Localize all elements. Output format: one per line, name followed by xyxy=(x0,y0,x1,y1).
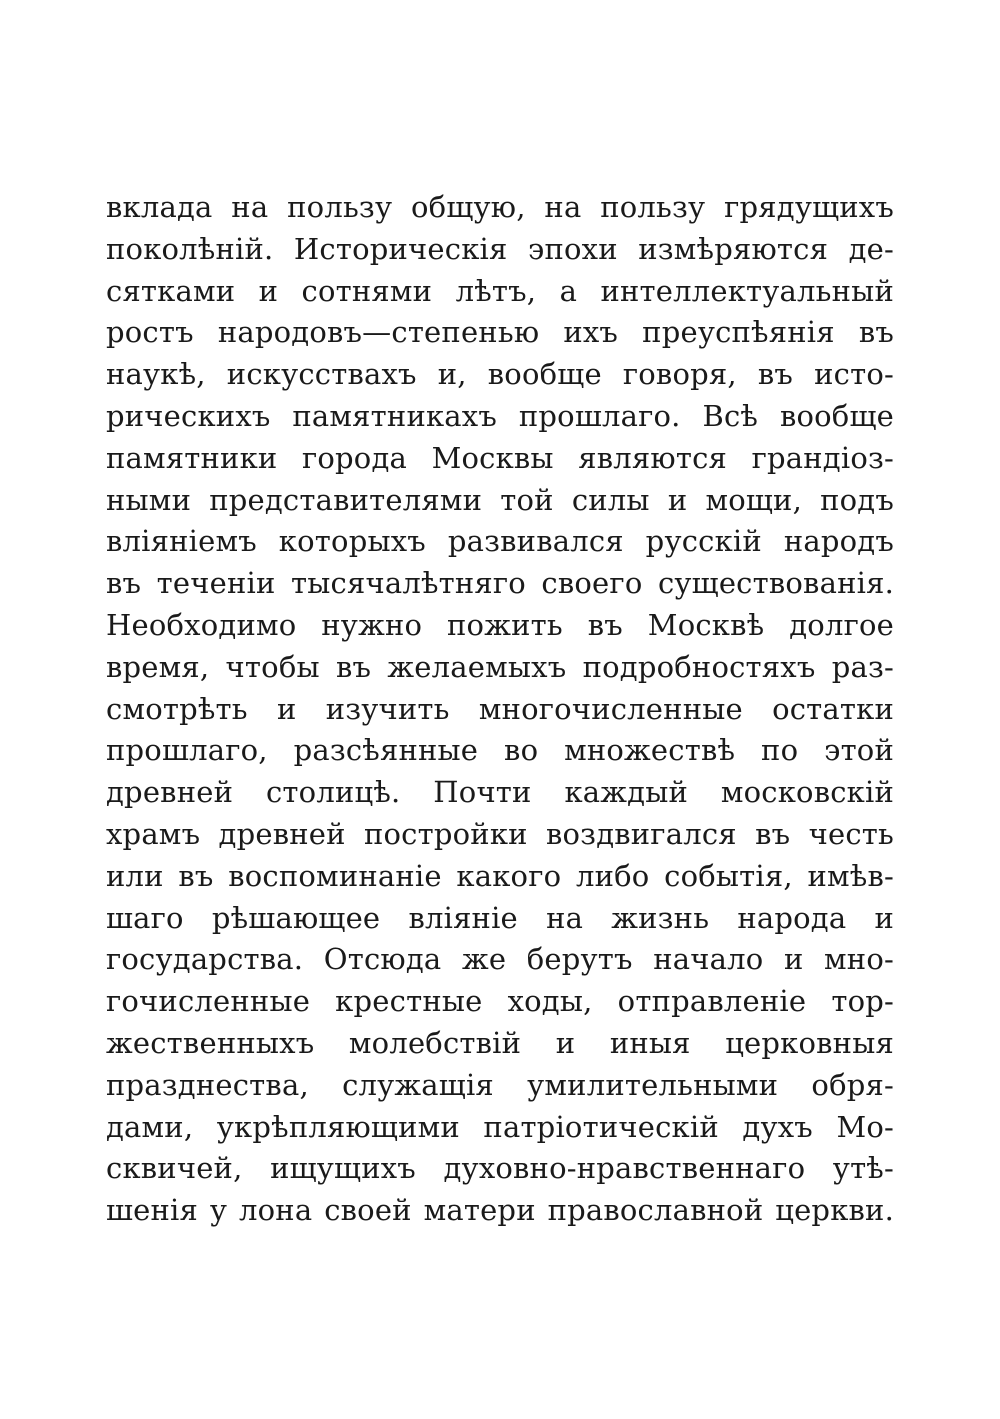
text-line: или въ воспоминаніе какого либо событія, имѣв- xyxy=(106,858,894,893)
text-line: ростъ народовъ—степенью ихъ преуспѣянія въ xyxy=(106,315,894,350)
text-line: время, чтобы въ желаемыхъ подробностяхъ раз- xyxy=(106,649,894,684)
text-line: храмъ древней постройки воздвигался въ честь xyxy=(106,816,894,851)
text-line: рическихъ памятникахъ прошлаго. Всѣ вообще xyxy=(106,398,894,433)
text-line: жественныхъ молебствій и иныя церковныя xyxy=(106,1025,894,1060)
text-line: дами, укрѣпляющими патріотическій духъ Мо- xyxy=(106,1109,894,1144)
text-line: шаго рѣшающее вліяніе на жизнь народа и xyxy=(106,900,894,935)
text-line: шенія у лона своей матери православной церкви. xyxy=(106,1193,894,1228)
text-line: сятками и сотнями лѣтъ, а интеллектуальный xyxy=(106,273,894,308)
text-line: прошлаго, разсѣянные во множествѣ по этой xyxy=(106,733,894,768)
text-line: въ теченіи тысячалѣтняго своего существованія. xyxy=(106,566,894,601)
text-line: наукѣ, искусствахъ и, вообще говоря, въ исто- xyxy=(106,357,894,392)
body-text xyxy=(106,187,894,1232)
text-line: гочисленные крестные ходы, отправленіе тор- xyxy=(106,984,894,1019)
text-line: государства. Отсюда же берутъ начало и мно- xyxy=(106,942,894,977)
text-line: празднества, служащія умилительными обря- xyxy=(106,1067,894,1102)
text-line: ными представителями той силы и мощи, подъ xyxy=(106,482,894,517)
text-line: вліяніемъ которыхъ развивался русскій народъ xyxy=(106,524,894,559)
text-line: смотрѣть и изучить многочисленные остатки xyxy=(106,691,894,726)
text-line: вклада на пользу общую, на пользу грядущихъ xyxy=(106,190,894,224)
text-line: Необходимо нужно пожить въ Москвѣ долгое xyxy=(106,607,894,642)
text-line: древней столицѣ. Почти каждый московскій xyxy=(106,775,894,810)
text-line: памятники города Москвы являются грандіоз- xyxy=(106,440,894,475)
text-line: сквичей, ищущихъ духовно-нравственнаго утѣ- xyxy=(106,1151,894,1186)
text-line: поколѣній. Историческія эпохи измѣряются де- xyxy=(106,231,894,266)
